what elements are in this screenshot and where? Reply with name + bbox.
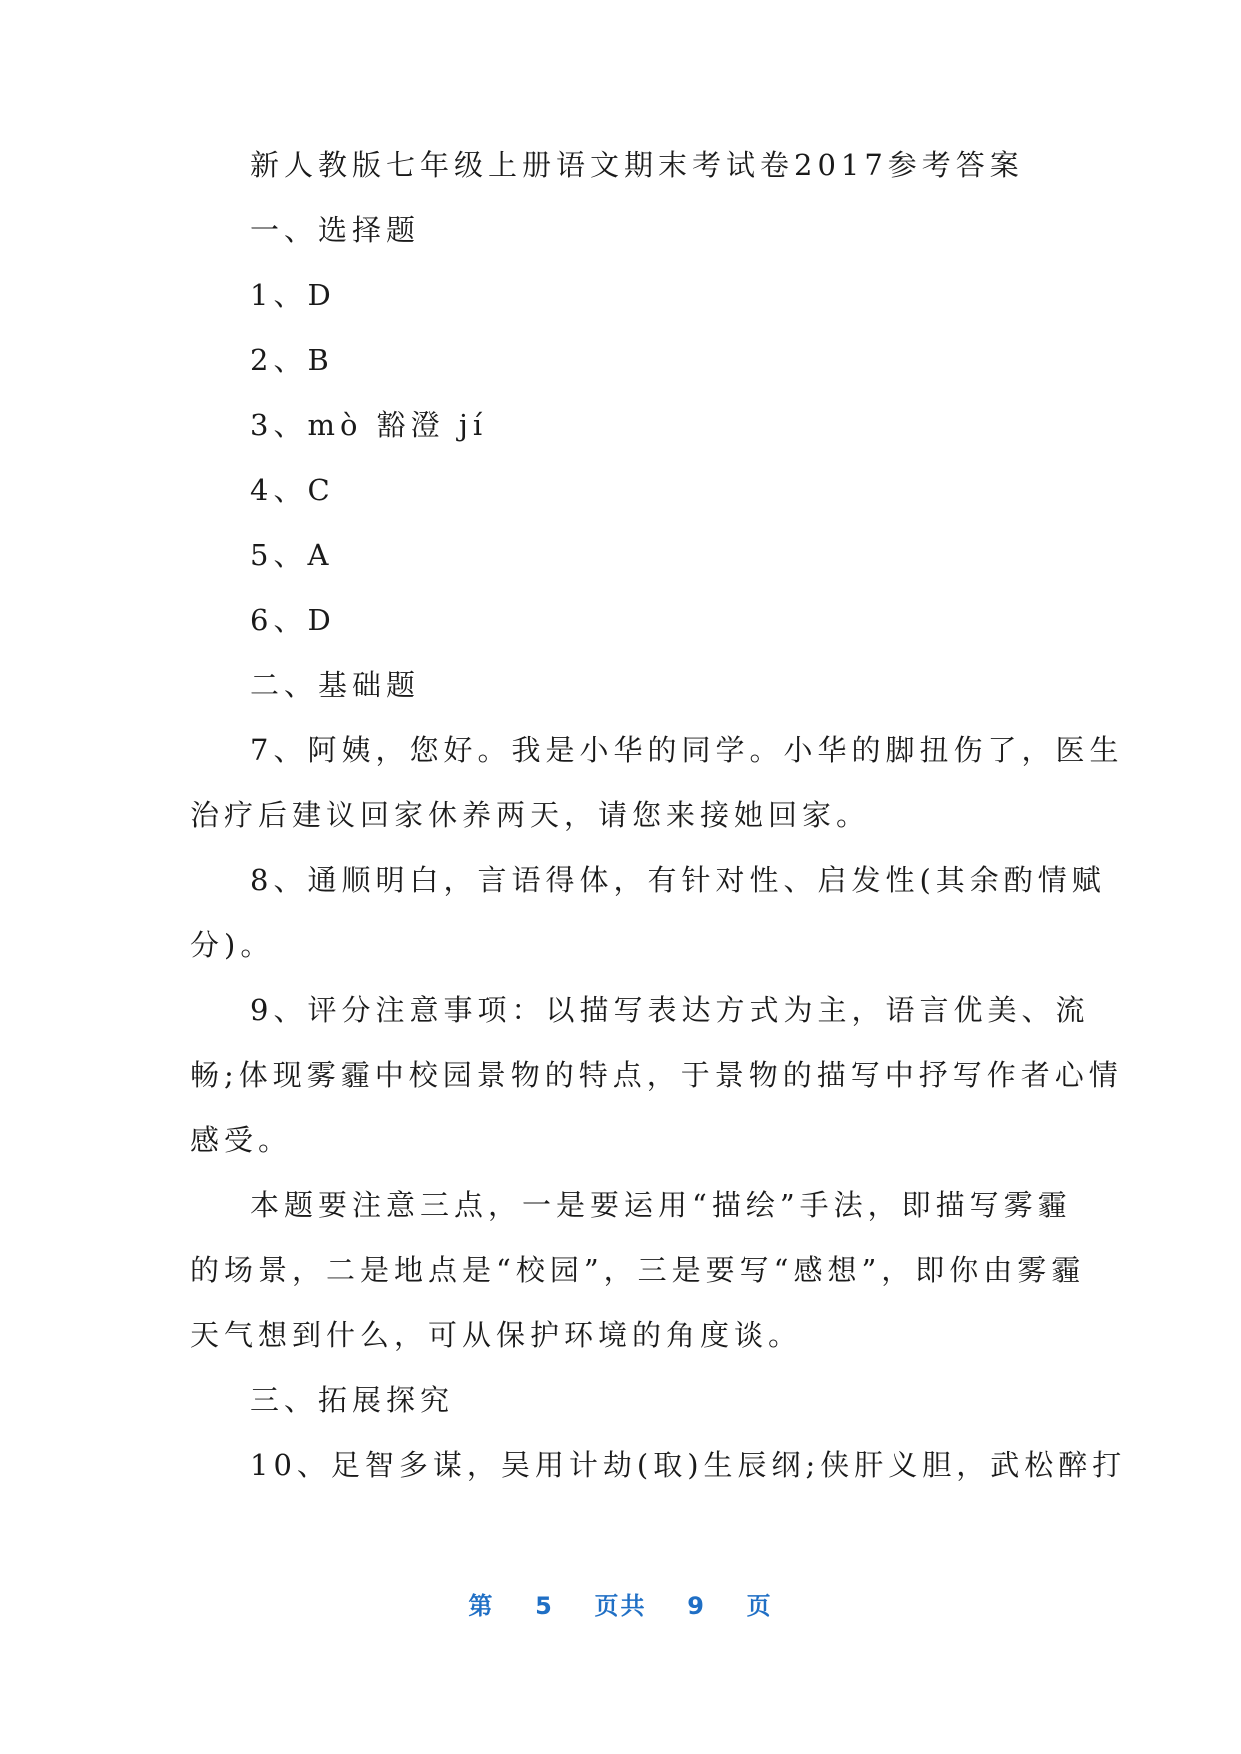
note-line-3: 天气想到什么，可从保护环境的角度谈。 bbox=[190, 1318, 803, 1352]
answer-8-line-1: 8、通顺明白，言语得体，有针对性、启发性(其余酌情赋 bbox=[250, 863, 1106, 897]
note-line-1: 本题要注意三点，一是要运用“描绘”手法，即描写雾霾 bbox=[250, 1188, 1072, 1222]
footer-suffix: 页 bbox=[746, 1592, 773, 1620]
document-title: 新人教版七年级上册语文期末考试卷2017参考答案 bbox=[250, 148, 1024, 182]
section-heading-extension: 三、拓展探究 bbox=[250, 1383, 455, 1417]
footer-page-number: 5 bbox=[535, 1592, 554, 1620]
note-line-2: 的场景，二是地点是“校园”，三是要写“感想”，即你由雾霾 bbox=[190, 1253, 1086, 1287]
footer-middle: 页共 bbox=[594, 1592, 647, 1620]
section-heading-basic: 二、基础题 bbox=[250, 668, 421, 702]
answer-4: 4、C bbox=[250, 473, 335, 507]
answer-2: 2、B bbox=[250, 343, 334, 377]
answer-6: 6、D bbox=[250, 603, 336, 637]
answer-9-line-2: 畅;体现雾霾中校园景物的特点，于景物的描写中抒写作者心情 bbox=[190, 1058, 1123, 1092]
answer-3: 3、mò 豁澄 jí bbox=[250, 408, 488, 442]
answer-9-line-3: 感受。 bbox=[190, 1123, 293, 1157]
answer-10-line-1: 10、足智多谋，吴用计劫(取)生辰纲;侠肝义胆，武松醉打 bbox=[250, 1448, 1127, 1482]
answer-1: 1、D bbox=[250, 278, 336, 312]
page-footer bbox=[0, 1586, 1241, 1621]
answer-7-line-2: 治疗后建议回家休养两天，请您来接她回家。 bbox=[190, 798, 871, 832]
answer-9-line-1: 9、评分注意事项：以描写表达方式为主，语言优美、流 bbox=[250, 993, 1090, 1027]
footer-prefix: 第 bbox=[468, 1592, 495, 1620]
section-heading-choice: 一、选择题 bbox=[250, 213, 421, 247]
answer-8-line-2: 分)。 bbox=[190, 928, 275, 962]
answer-5: 5、A bbox=[250, 538, 334, 572]
footer-total-pages: 9 bbox=[687, 1592, 706, 1620]
answer-7-line-1: 7、阿姨，您好。我是小华的同学。小华的脚扭伤了，医生 bbox=[250, 733, 1124, 767]
